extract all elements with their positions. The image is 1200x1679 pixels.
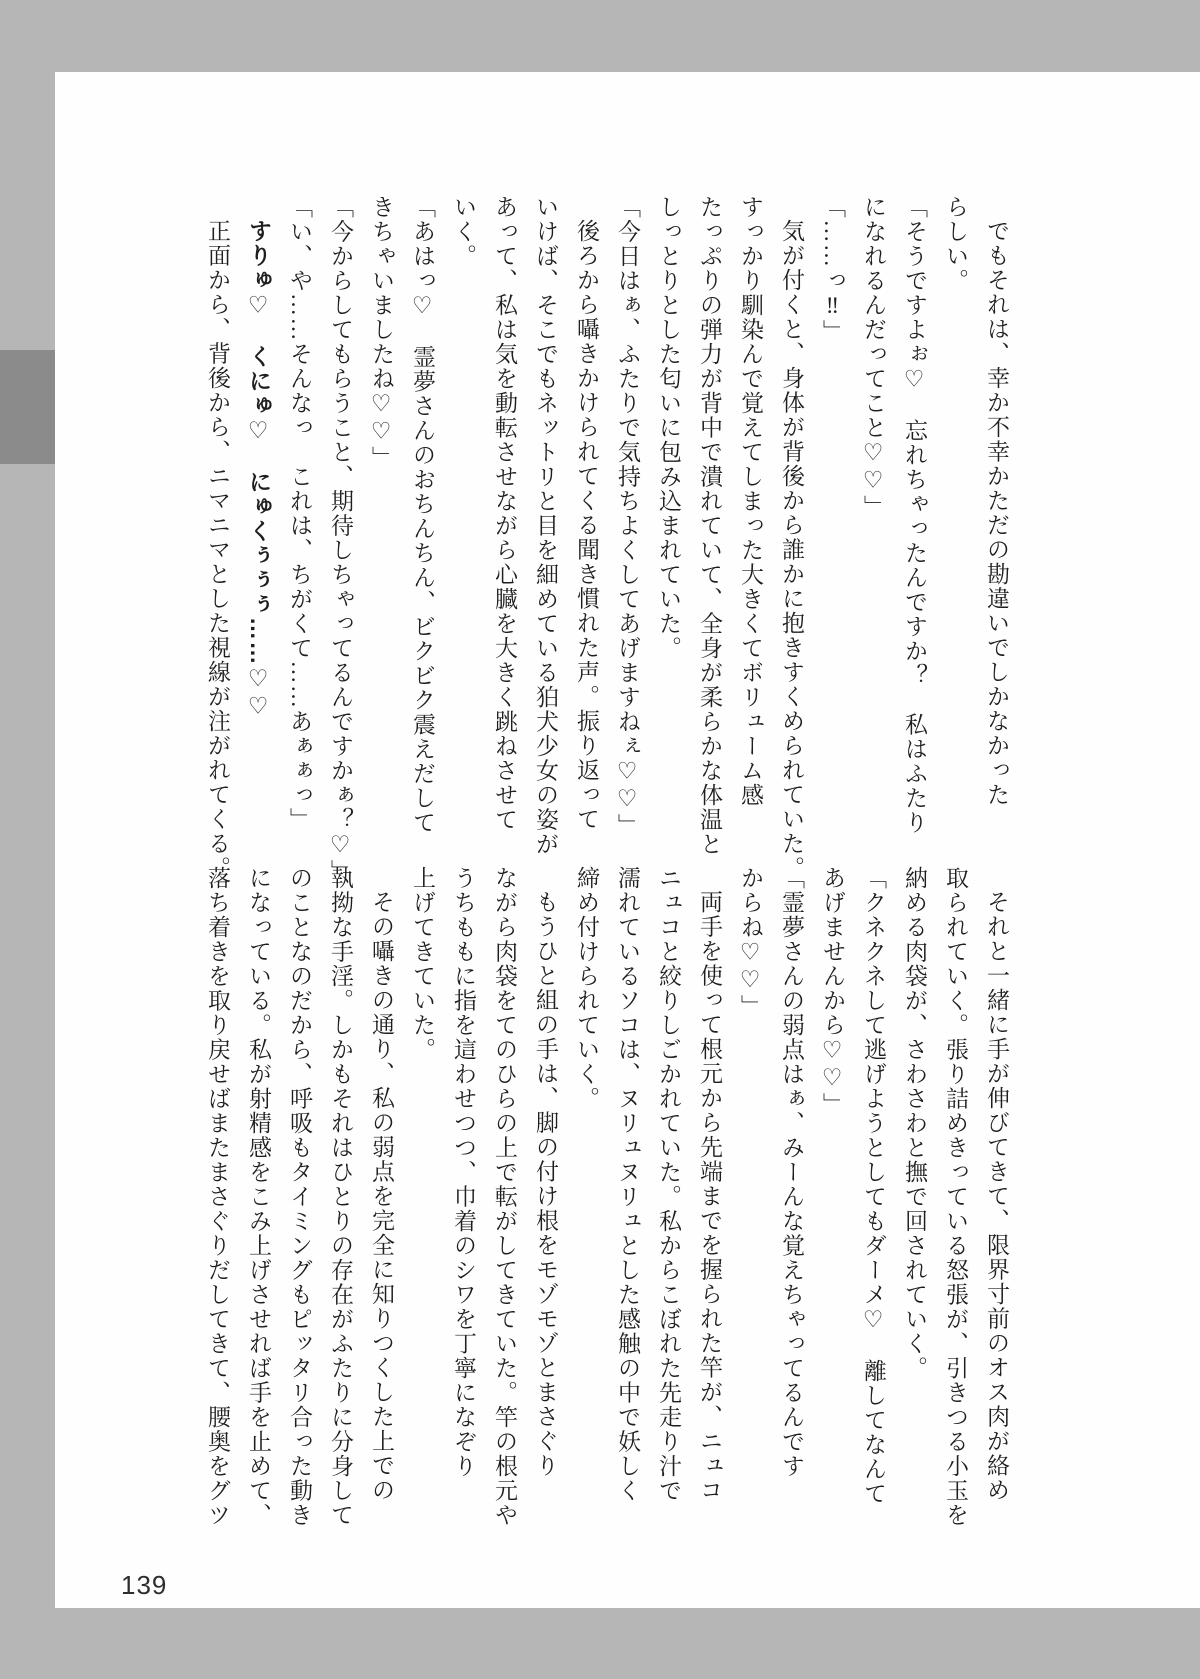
text-line: 上げてきていた。 bbox=[410, 866, 435, 1062]
text-line: 両手を使って根元から先端までを握られた竿が、ニュコ bbox=[697, 890, 722, 1503]
text-line: すりゅ♡ くにゅ♡ にゅくぅぅぅ……♡♡ bbox=[246, 219, 272, 721]
text-line: いけば、そこでもネットリと目を細めている狛犬少女の姿が bbox=[533, 195, 558, 857]
text-line: それと一緒に手が伸びてきて、限界寸前のオス肉が絡め bbox=[984, 890, 1009, 1503]
text-line: うちももに指を這わせつつ、巾着のシワを丁寧になぞり bbox=[451, 866, 476, 1479]
text-line: 正面から、背後から、ニマニマとした視線が注がれてくる。 bbox=[205, 219, 230, 881]
text-line: 執拗な手淫。しかもそれはひとりの存在がふたりに分身して bbox=[328, 866, 353, 1528]
text-line: 「クネクネして逃げようとしてもダーメ♡ 離してなんて bbox=[861, 866, 886, 1506]
text-line: らしい。 bbox=[943, 195, 968, 293]
text-line: ニュコと絞りしごかれていた。私からこぼれた先走り汁で bbox=[656, 866, 681, 1503]
text-block-top bbox=[197, 195, 1017, 901]
text-line: になっている。私が射精感をこみ上げさせれば手を止めて、 bbox=[246, 866, 271, 1528]
text-line: その囁きの通り、私の弱点を完全に知りつくした上での bbox=[369, 890, 394, 1503]
text-block-bottom bbox=[197, 866, 1017, 1580]
page-number: 139 bbox=[121, 1570, 168, 1600]
text-line: 締め付けられていく。 bbox=[574, 866, 599, 1111]
text-line: でもそれは、幸か不幸かただの勘違いでしかなかった bbox=[984, 219, 1009, 807]
text-line: ながら肉袋をてのひらの上で転がしてきていた。竿の根元や bbox=[492, 866, 517, 1528]
text-line: になれるんだってこと♡♡」 bbox=[861, 195, 886, 520]
text-line: 後ろから囁きかけられてくる聞き慣れた声。振り返って bbox=[574, 219, 599, 832]
text-line: 取られていく。張り詰めきっている怒張が、引きつる小玉を bbox=[943, 866, 968, 1528]
text-line: 納める肉袋が、さわさわと撫で回されていく。 bbox=[902, 866, 927, 1381]
book-page bbox=[55, 72, 1200, 1608]
text-line: 「……っ‼」 bbox=[820, 195, 845, 344]
text-line: からね♡♡」 bbox=[738, 866, 763, 1019]
text-line: もうひと組の手は、脚の付け根をモゾモゾとまさぐり bbox=[533, 890, 558, 1478]
text-line: 落ち着きを取り戻せばまたまさぐりだしてきて、腰奥をグツ bbox=[205, 866, 230, 1528]
text-line: いく。 bbox=[451, 195, 476, 269]
text-line: あげませんから♡♡」 bbox=[820, 866, 845, 1117]
text-line: 「あはっ♡ 霊夢さんのおちんちん、ビクビク震えだして bbox=[410, 195, 435, 835]
text-line: 「今からしてもらうこと、期待しちゃってるんですかぁ？♡」 bbox=[328, 195, 353, 884]
text-line: 「そうですよぉ♡ 忘れちゃったんですか？ 私はふたり bbox=[902, 195, 927, 835]
text-line: 「い、や……そんなっ これは、ちがくて……あぁぁっ」 bbox=[287, 195, 312, 832]
text-line: 気が付くと、身体が背後から誰かに抱きすくめられていた。 bbox=[779, 219, 804, 881]
text-line: きちゃいましたね♡♡」 bbox=[369, 195, 394, 471]
text-line: すっかり馴染んで覚えてしまった大きくてボリューム感 bbox=[738, 195, 763, 808]
scan-edge-marker bbox=[0, 350, 55, 464]
text-line: 「今日はぁ、ふたりで気持ちよくしてあげますねぇ♡♡」 bbox=[615, 195, 640, 838]
text-line: たっぷりの弾力が背中で潰れていて、全身が柔らかな体温と bbox=[697, 195, 722, 857]
text-line: あって、私は気を動転させながら心臓を大きく跳ねさせて bbox=[492, 195, 517, 832]
text-line: 濡れているソコは、ヌリュヌリュとした感触の中で妖しく bbox=[615, 866, 640, 1503]
text-line: しっとりとした匂いに包み込まれていた。 bbox=[656, 195, 681, 661]
text-line: のことなのだから、呼吸もタイミングもピッタリ合った動き bbox=[287, 866, 312, 1528]
text-line: 「霊夢さんの弱点はぁ、みーんな覚えちゃってるんです bbox=[779, 866, 804, 1479]
